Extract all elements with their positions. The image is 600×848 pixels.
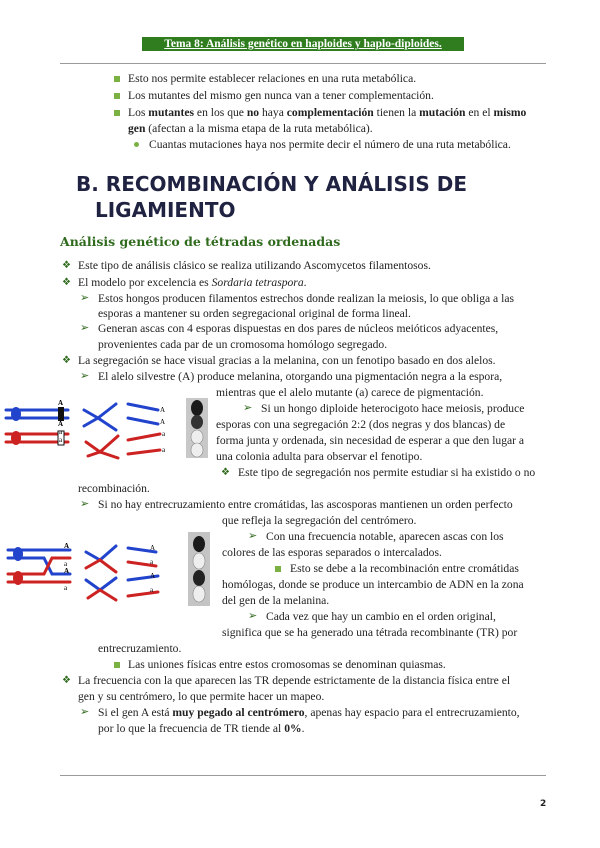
arrow-bullet-icon: ➢ [248,529,258,542]
body-text: que refleja la segregación del centrómero. [222,514,417,527]
diamond-bullet-icon: ❖ [62,675,71,686]
arrow-bullet-icon: ➢ [243,401,253,414]
body-text: Esto se debe a la recombinación entre cromátidas [290,562,519,575]
bullet-square-icon [275,566,281,572]
body-text: por lo que la frecuencia de TR tiende al 0%. [98,722,305,735]
body-text: una colonia adulta para observar el fenotipo. [216,450,423,463]
intro-bullet-cont: gen (afectan a la misma etapa de la ruta metabólica). [128,122,373,135]
body-text: colores de las esporas separados o intercalados. [222,546,442,559]
body-text: El alelo silvestre (A) produce melanina, otorgando una pigmentación negra a la espora, [98,370,503,383]
body-text: provenientes cada par de un cromosoma homólogo segregado. [98,338,388,351]
arrow-bullet-icon: ➢ [80,321,90,334]
meiosis-figure-no-crossover [0,396,212,460]
body-text: La frecuencia con la que aparecen las TR depende estrictamente de la distancia física entre el [78,674,511,687]
body-text: esporas con una segregación 2:2 (dos negras y dos blancas) de [216,418,506,431]
intro-bullet: Los mutantes en los que no haya complementación tienen la mutación en el mismo [128,106,527,119]
bullet-square-icon [114,76,120,82]
allele-label-a: a [64,560,68,568]
allele-label-a: a [150,586,154,594]
footer-rule [60,775,546,776]
allele-label-A: A [150,572,156,580]
allele-label-A: A [150,544,156,552]
arrow-bullet-icon: ➢ [80,369,90,382]
body-text: del gen de la melanina. [222,594,330,607]
meiosis-figure-crossover [0,528,214,608]
body-text: forma junta y ordenada, sin necesidad de esperar a que den lugar a [216,434,525,447]
allele-label-A: A [64,567,70,575]
body-text: significa que se ha generado una tétrada recombinante (TR) por [222,626,518,639]
body-text: Si no hay entrecruzamiento entre cromátidas, las ascosporas mantienen un orden perfecto [98,498,513,511]
header-rule [60,63,546,64]
body-text: Generan ascas con 4 esporas dispuestas en dos pares de núcleos meióticos adyacentes, [98,322,499,335]
separating-chromatids [84,404,118,458]
allele-label-a: a [150,558,154,566]
allele-label-a: a [59,428,63,436]
body-text: Estos hongos producen filamentos estrechos donde realizan la meiosis, lo que obliga a las [98,292,514,305]
arrow-bullet-icon: ➢ [80,497,90,510]
body-text: Este tipo de segregación nos permite estudiar si ha existido o no [238,466,536,479]
section-heading-cont: LIGAMIENTO [95,198,236,222]
subheading: Análisis genético de tétradas ordenadas [60,234,341,249]
body-text: Las uniones físicas entre estos cromosomas se denominan quiasmas. [128,658,446,671]
body-text: El modelo por excelencia es Sordaria tetraspora. [78,276,307,289]
body-text: entrecruzamiento. [98,642,182,655]
diamond-bullet-icon: ❖ [62,277,71,288]
allele-label-a: a [64,584,68,592]
page-header: Tema 8: Análisis genético en haploides y haplo-diploides. [142,37,464,51]
bullet-dot-icon [134,142,139,147]
allele-label-A: A [58,399,64,407]
body-text: Con una frecuencia notable, aparecen ascas con los [266,530,504,543]
body-text: Si un hongo diploide heterocigoto hace meiosis, produce [261,402,525,415]
diamond-bullet-icon: ❖ [62,260,71,271]
allele-label-a: a [59,436,63,444]
bullet-square-icon [114,110,120,116]
homolog-chromosomes-crossing [8,547,70,585]
body-text: mientras que el alelo mutante (a) carece de pigmentación. [216,386,484,399]
page-number: 2 [540,799,547,809]
allele-label-a: a [162,430,166,438]
body-text: La segregación se hace visual gracias a la melanina, con un fenotipo basado en dos alelos. [78,354,496,367]
separating-chromatids-recombinant [86,546,116,600]
body-text: Cada vez que hay un cambio en el orden original, [266,610,496,623]
body-text: gen y su centrómero, lo que permite hacer un mapeo. [78,690,325,703]
body-text: homólogas, donde se produce un intercambio de ADN en la zona [222,578,524,591]
bullet-square-icon [114,662,120,668]
allele-label-A: A [58,420,64,428]
body-text: esporas a mantener su orden segregacional original de forma lineal. [98,307,411,320]
body-text: Si el gen A está muy pegado al centrómero, apenas hay espacio para el entrecruzamiento, [98,706,520,719]
body-text: Este tipo de análisis clásico se realiza utilizando Ascomycetos filamentosos. [78,259,431,272]
allele-label-A: A [64,542,70,550]
diamond-bullet-icon: ❖ [62,355,71,366]
body-text: recombinación. [78,482,150,495]
allele-label-a: a [162,446,166,454]
arrow-bullet-icon: ➢ [80,705,90,718]
segregated-chromatids [128,404,160,454]
allele-label-A: A [160,406,166,414]
arrow-bullet-icon: ➢ [80,291,90,304]
sub-bullet: Cuantas mutaciones haya nos permite decir el número de una ruta metabólica. [149,138,511,151]
bullet-square-icon [114,93,120,99]
intro-bullet: Los mutantes del mismo gen nunca van a tener complementación. [128,89,434,102]
section-heading: B. RECOMBINACIÓN Y ANÁLISIS DE [76,172,467,196]
allele-label-A: A [160,418,166,426]
arrow-bullet-icon: ➢ [248,609,258,622]
diamond-bullet-icon: ❖ [221,467,230,478]
intro-bullet: Esto nos permite establecer relaciones en una ruta metabólica. [128,72,417,85]
